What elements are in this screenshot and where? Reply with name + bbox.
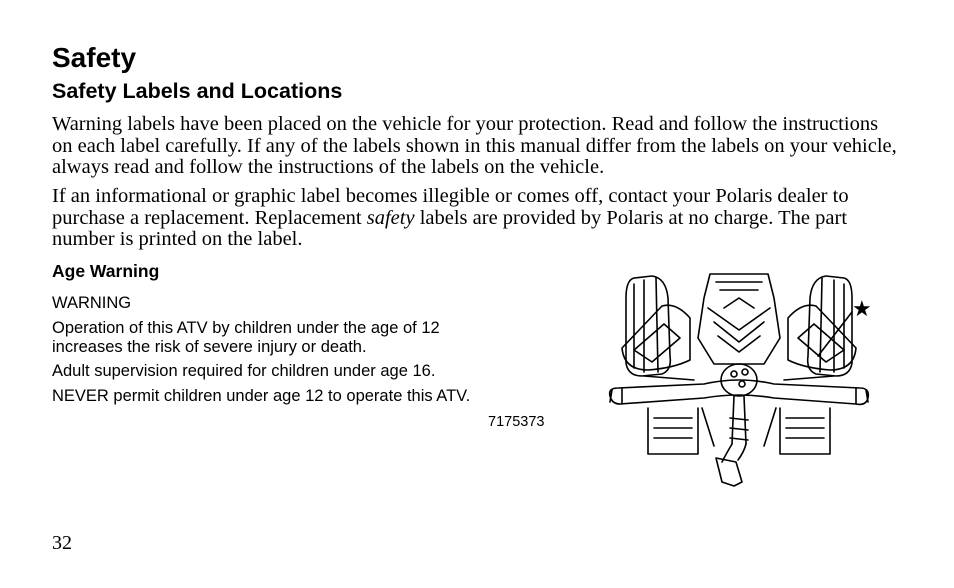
warning-label-title: WARNING bbox=[52, 294, 132, 312]
intro-paragraph: Warning labels have been placed on the vehicle for your protection. Read and follow the instructions on each label carefully. If any of the labels shown in this manual differ from the labels on your vehicle, always read and follow the instructions of the labels on the vehicle. bbox=[52, 113, 897, 178]
steering-center bbox=[721, 364, 757, 444]
section-heading: Safety Labels and Locations bbox=[52, 79, 343, 103]
page-number: 32 bbox=[52, 532, 72, 554]
atv-label-location-illustration bbox=[604, 268, 874, 488]
right-front-tire bbox=[808, 276, 852, 376]
page-title: Safety bbox=[52, 42, 137, 73]
warning-text-line-1: Operation of this ATV by children under the age of 12 increases the risk of severe injury or death. bbox=[52, 319, 440, 356]
warning-text-line-2: Adult supervision required for children under age 16. bbox=[52, 362, 436, 380]
replacement-text-end: labels are provided by Polaris at no charge. The part number is printed on the label. bbox=[52, 206, 848, 250]
part-number: 7175373 bbox=[488, 414, 545, 430]
label-location-star: ★ bbox=[852, 297, 872, 322]
front-body bbox=[698, 274, 780, 364]
warning-text-line-3: NEVER permit children under age 12 to operate this ATV. bbox=[52, 387, 471, 405]
left-front-tire bbox=[626, 276, 670, 376]
replacement-paragraph bbox=[52, 186, 902, 251]
emphasis-safety: safety bbox=[366, 206, 415, 229]
tether-clip bbox=[716, 458, 742, 486]
replacement-text-start: If an informational or graphic label becomes illegible or comes off, contact your Polaris dealer to purchase a replacement. Replacement bbox=[52, 185, 849, 229]
label-section-title: Age Warning bbox=[52, 261, 160, 281]
label-leader-line bbox=[818, 312, 852, 356]
